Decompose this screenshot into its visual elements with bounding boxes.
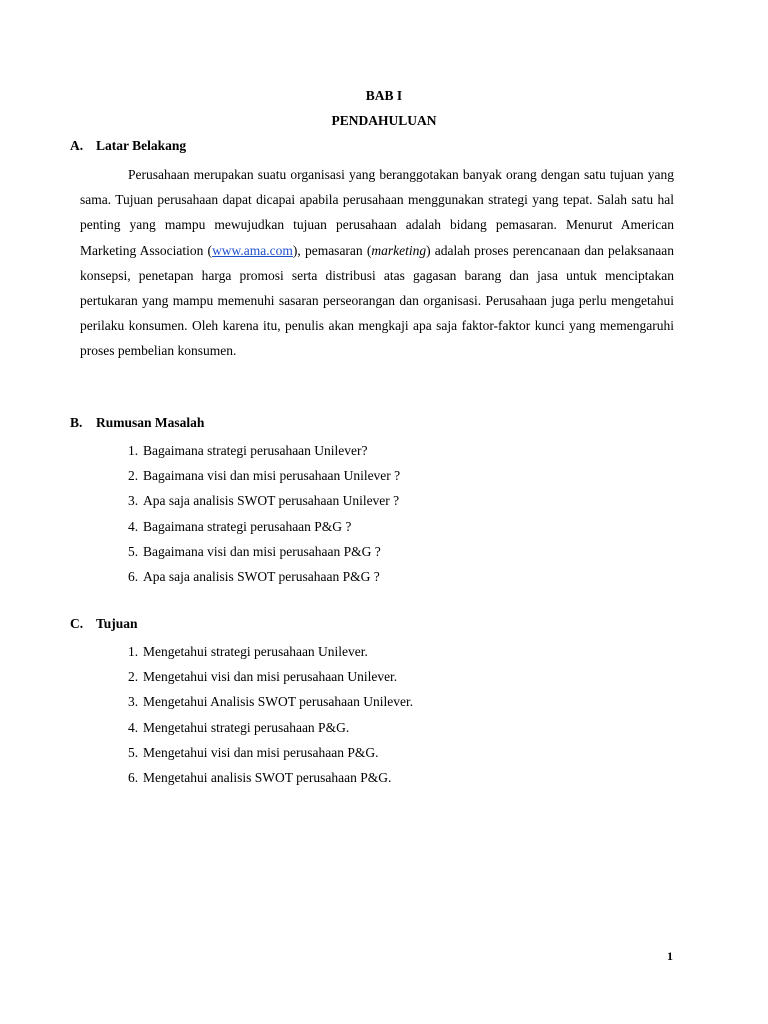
item-text: Bagaimana visi dan misi perusahaan Unilever ? bbox=[143, 468, 401, 484]
item-text: Mengetahui visi dan misi perusahaan P&G. bbox=[143, 744, 379, 760]
section-title: Rumusan Masalah bbox=[96, 415, 205, 430]
section-title: Latar Belakang bbox=[96, 138, 187, 153]
item-number: 6. bbox=[128, 770, 139, 786]
section-heading-rumusan-masalah bbox=[70, 415, 204, 431]
objective-list bbox=[128, 639, 413, 790]
item-text: Apa saja analisis SWOT perusahaan P&G ? bbox=[143, 569, 380, 585]
item-text: Mengetahui strategi perusahaan P&G. bbox=[143, 719, 350, 735]
item-text: Bagaimana strategi perusahaan P&G ? bbox=[143, 518, 352, 534]
italic-term: marketing bbox=[371, 242, 427, 258]
paragraph-text: Perusahaan merupakan suatu organisasi yang beranggotakan banyak orang dengan satu tujuan yang sama. Tujuan perusahaan dapat dicapai apabila perusahaan menggunakan strategi yang tepat. Salah satu hal penting yang mampu mewujudkan tujuan perusahaan adalah bidang pemasaran. Menurut American Marketing Association ( bbox=[80, 167, 674, 258]
section-heading-tujuan bbox=[70, 616, 138, 632]
problem-list bbox=[128, 438, 400, 589]
section-letter: C. bbox=[70, 616, 84, 631]
item-number: 4. bbox=[128, 719, 139, 735]
item-text: Bagaimana strategi perusahaan Unilever? bbox=[143, 443, 368, 458]
item-number: 2. bbox=[128, 669, 139, 685]
list-item bbox=[128, 463, 400, 488]
item-number: 6. bbox=[128, 569, 139, 585]
list-item bbox=[128, 438, 400, 463]
item-number: 4. bbox=[128, 518, 139, 534]
item-text: Apa saja analisis SWOT perusahaan Unilever ? bbox=[143, 493, 400, 509]
item-number: 1. bbox=[128, 443, 139, 458]
list-item bbox=[128, 564, 400, 589]
background-paragraph bbox=[80, 162, 674, 364]
list-item bbox=[128, 740, 413, 765]
list-item bbox=[128, 765, 413, 790]
list-item bbox=[128, 639, 413, 664]
section-heading-latar-belakang bbox=[70, 138, 186, 154]
chapter-number: BAB I bbox=[365, 88, 403, 103]
item-number: 3. bbox=[128, 694, 139, 710]
list-item bbox=[128, 514, 400, 539]
chapter-title: PENDAHULUAN bbox=[331, 113, 437, 128]
list-item bbox=[128, 664, 413, 689]
list-item bbox=[128, 715, 413, 740]
page-number: 1 bbox=[667, 949, 673, 963]
paragraph-text: ) adalah proses perencanaan dan pelaksanaan konsepsi, penetapan harga promosi serta distribusi atas gagasan barang dan jasa untuk menciptakan pertukaran yang mampu memenuhi sasaran perseorangan dan organisasi. Perusahaan juga perlu mengetahui perilaku konsumen. Oleh karena itu, penulis akan mengkaji apa saja faktor-faktor kunci yang memengaruhi proses pembelian konsumen. bbox=[80, 242, 674, 359]
item-number: 3. bbox=[128, 493, 139, 509]
list-item bbox=[128, 488, 400, 513]
section-title: Tujuan bbox=[96, 616, 138, 631]
item-text: Mengetahui analisis SWOT perusahaan P&G. bbox=[143, 770, 392, 786]
list-item bbox=[128, 689, 413, 714]
item-text: Mengetahui Analisis SWOT perusahaan Unilever. bbox=[143, 694, 414, 710]
ama-link[interactable]: www.ama.com bbox=[212, 242, 293, 258]
item-number: 5. bbox=[128, 744, 139, 760]
item-number: 2. bbox=[128, 468, 139, 484]
item-text: Mengetahui visi dan misi perusahaan Unilever. bbox=[143, 669, 398, 685]
item-number: 1. bbox=[128, 644, 139, 659]
section-letter: A. bbox=[70, 138, 84, 153]
item-number: 5. bbox=[128, 543, 139, 559]
item-text: Mengetahui strategi perusahaan Unilever. bbox=[143, 644, 368, 659]
list-item bbox=[128, 539, 400, 564]
item-text: Bagaimana visi dan misi perusahaan P&G ? bbox=[143, 543, 381, 559]
paragraph-text: ), pemasaran ( bbox=[292, 242, 372, 258]
section-letter: B. bbox=[70, 415, 83, 430]
